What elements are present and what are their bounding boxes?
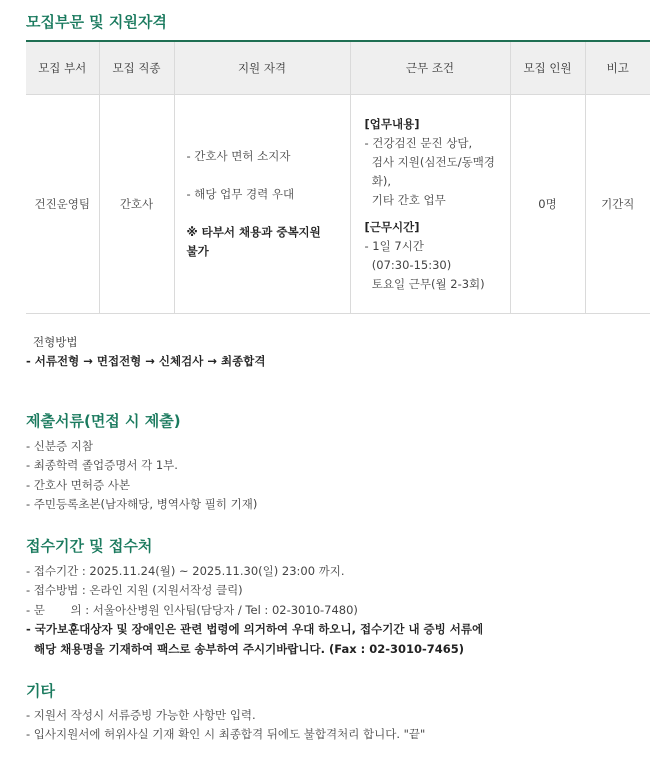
qualification-item: - 해당 업무 경력 우대 [186,187,295,201]
work-time-line: (07:30-15:30) [364,257,452,272]
table-row [26,95,650,314]
list-item: - 접수기간 : 2025.11.24(월) ~ 2025.11.30(일) 23:00 까지. [26,564,345,578]
work-content-line: - 건강검진 문진 상담, [364,135,473,150]
list-item: - 입사지원서에 허위사실 기재 확인 시 최종합격 뒤에도 불합격처리 합니다. "끝" [26,727,426,742]
work-content-line: 기타 간호 업무 [364,192,446,207]
recruitment-table [26,40,650,314]
header-count: 모집 인원 [510,41,585,95]
header-note: 비고 [585,41,650,95]
application-list [26,562,483,659]
work-content-title: [업무내용] [364,116,420,131]
cell-dept: 건진운영팀 [26,95,99,314]
documents-list [26,437,257,515]
work-content-line: 검사 지원(심전도/동맥경 [364,154,495,169]
table-header-row [26,41,650,95]
cell-work-condition [350,95,510,314]
cell-count: 0명 [510,95,585,314]
work-time-line: - 1일 7시간 [364,238,424,253]
cell-qualification [174,95,350,314]
section-title-recruitment: 모집부문 및 지원자격 [26,13,167,31]
section-title-etc: 기타 [26,682,55,700]
cell-job: 간호사 [99,95,174,314]
section-title-documents: 제출서류(면접 시 제출) [26,412,181,430]
method-title: 전형방법 [33,335,78,349]
method-process: - 서류전형 → 면접전형 → 신체검사 → 최종합격 [26,354,266,368]
etc-list [26,706,425,745]
work-time-title: [근무시간] [364,219,420,234]
list-item: - 주민등록초본(남자해당, 병역사항 필히 기재) [26,497,258,512]
list-item: - 국가보훈대상자 및 장애인은 관련 법령에 의거하여 우대 하오니, 접수기간 내 증빙 서류에 [26,622,484,637]
header-work-condition: 근무 조건 [350,41,510,95]
cell-note: 기간직 [585,95,650,314]
list-item: - 지원서 작성시 서류증빙 가능한 사항만 입력. [26,708,256,722]
section-title-application: 접수기간 및 접수처 [26,537,153,555]
header-dept: 모집 부서 [26,41,99,95]
list-item: - 신분증 지참 [26,439,94,453]
work-time-line: 토요일 근무(월 2-3회) [364,276,485,291]
header-qualification: 지원 자격 [174,41,350,95]
qualification-note: ※ 타부서 채용과 중복지원 [186,225,321,239]
header-job: 모집 직종 [99,41,174,95]
work-content-line: 화), [364,173,392,188]
list-item: - 문 의 : 서울아산병원 인사팀(담당자 / Tel : 02-3010-7480) [26,602,358,617]
list-item: - 간호사 면허증 사본 [26,477,130,492]
qualification-note: 불가 [186,244,209,258]
list-item: 해당 채용명을 기재하여 팩스로 송부하여 주시기바랍니다. (Fax : 02-3010-7465) [26,641,465,656]
list-item: - 접수방법 : 온라인 지원 (지원서작성 클릭) [26,583,243,598]
qualification-item: - 간호사 면허 소지자 [186,149,291,163]
list-item: - 최종학력 졸업증명서 각 1부. [26,458,178,473]
